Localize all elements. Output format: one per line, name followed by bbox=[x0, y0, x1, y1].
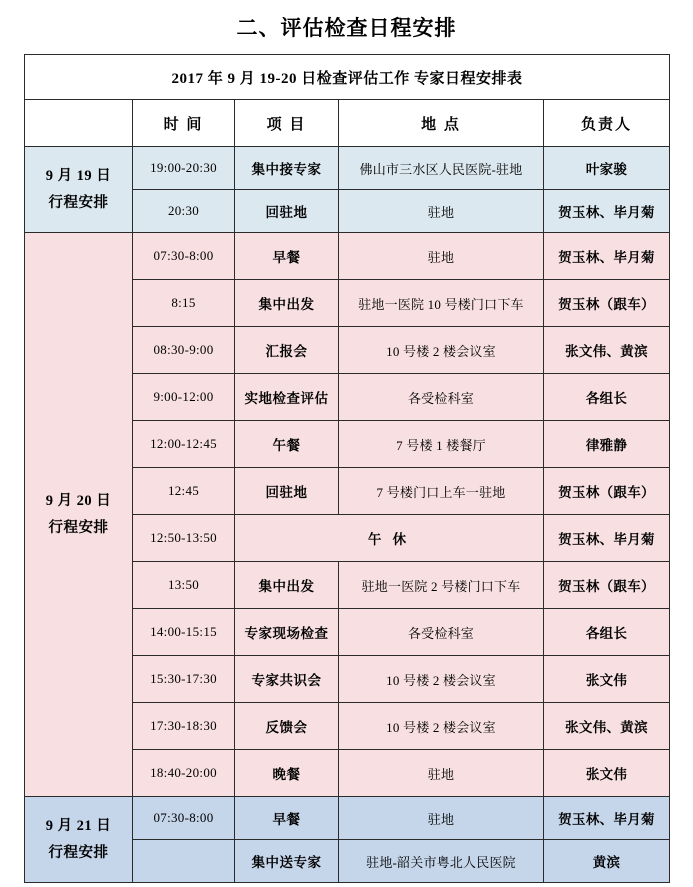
cell-owner: 各组长 bbox=[544, 609, 670, 656]
cell-time: 12:45 bbox=[133, 468, 235, 515]
cell-item: 集中出发 bbox=[235, 280, 339, 327]
cell-place: 驻地 bbox=[339, 797, 544, 840]
cell-owner: 张文伟 bbox=[544, 656, 670, 703]
cell-place: 驻地-韶关市粤北人民医院 bbox=[339, 840, 544, 883]
cell-time: 12:50-13:50 bbox=[133, 515, 235, 562]
cell-place: 驻地 bbox=[339, 233, 544, 280]
cell-place: 驻地 bbox=[339, 750, 544, 797]
cell-item: 晚餐 bbox=[235, 750, 339, 797]
cell-owner: 贺玉林、毕月菊 bbox=[544, 190, 670, 233]
cell-owner: 张文伟、黄滨 bbox=[544, 703, 670, 750]
cell-item: 早餐 bbox=[235, 797, 339, 840]
cell-time: 17:30-18:30 bbox=[133, 703, 235, 750]
cell-item: 实地检查评估 bbox=[235, 374, 339, 421]
cell-owner: 贺玉林、毕月菊 bbox=[544, 515, 670, 562]
day-group-label-19 bbox=[25, 147, 133, 233]
cell-item: 午餐 bbox=[235, 421, 339, 468]
cell-item: 回驻地 bbox=[235, 190, 339, 233]
cell-time: 20:30 bbox=[133, 190, 235, 233]
cell-time: 9:00-12:00 bbox=[133, 374, 235, 421]
cell-place: 7 号楼 1 楼餐厅 bbox=[339, 421, 544, 468]
cell-owner: 贺玉林、毕月菊 bbox=[544, 797, 670, 840]
cell-owner: 张文伟、黄滨 bbox=[544, 327, 670, 374]
cell-place: 驻地一医院 2 号楼门口下车 bbox=[339, 562, 544, 609]
column-header-place: 地 点 bbox=[339, 100, 544, 147]
table-row bbox=[25, 797, 670, 840]
table-caption-row bbox=[25, 55, 670, 100]
column-header-item: 项 目 bbox=[235, 100, 339, 147]
cell-time: 07:30-8:00 bbox=[133, 233, 235, 280]
column-header-owner: 负责人 bbox=[544, 100, 670, 147]
cell-owner: 张文伟 bbox=[544, 750, 670, 797]
cell-item: 集中出发 bbox=[235, 562, 339, 609]
cell-item: 午 休 bbox=[235, 515, 544, 562]
cell-place: 驻地 bbox=[339, 190, 544, 233]
cell-place: 各受检科室 bbox=[339, 374, 544, 421]
cell-item: 汇报会 bbox=[235, 327, 339, 374]
cell-item: 集中接专家 bbox=[235, 147, 339, 190]
cell-time: 19:00-20:30 bbox=[133, 147, 235, 190]
day-group-label-21-line2: 行程安排 bbox=[48, 844, 109, 861]
cell-owner: 贺玉林、毕月菊 bbox=[544, 233, 670, 280]
cell-time: 07:30-8:00 bbox=[133, 797, 235, 840]
cell-item: 回驻地 bbox=[235, 468, 339, 515]
day-group-label-20-line2: 行程安排 bbox=[48, 519, 109, 536]
cell-time: 18:40-20:00 bbox=[133, 750, 235, 797]
cell-owner: 律雅静 bbox=[544, 421, 670, 468]
table-row bbox=[25, 147, 670, 190]
day-group-label-20 bbox=[25, 233, 133, 797]
table-header-row bbox=[25, 100, 670, 147]
cell-place: 驻地一医院 10 号楼门口下车 bbox=[339, 280, 544, 327]
table-caption: 2017 年 9 月 19-20 日检查评估工作 专家日程安排表 bbox=[25, 55, 670, 100]
cell-time: 08:30-9:00 bbox=[133, 327, 235, 374]
cell-place: 佛山市三水区人民医院-驻地 bbox=[339, 147, 544, 190]
cell-item: 专家现场检查 bbox=[235, 609, 339, 656]
cell-owner: 叶家骏 bbox=[544, 147, 670, 190]
cell-place: 10 号楼 2 楼会议室 bbox=[339, 327, 544, 374]
cell-item: 集中送专家 bbox=[235, 840, 339, 883]
column-header-time: 时 间 bbox=[133, 100, 235, 147]
column-header-daygroup bbox=[25, 100, 133, 147]
cell-time: 15:30-17:30 bbox=[133, 656, 235, 703]
cell-time: 14:00-15:15 bbox=[133, 609, 235, 656]
day-group-label-19-line1: 9 月 19 日 bbox=[45, 167, 112, 184]
schedule-table-container bbox=[0, 54, 693, 883]
cell-item: 早餐 bbox=[235, 233, 339, 280]
cell-owner: 各组长 bbox=[544, 374, 670, 421]
day-group-label-21 bbox=[25, 797, 133, 883]
page-title: 二、评估检查日程安排 bbox=[236, 16, 457, 40]
table-row bbox=[25, 233, 670, 280]
cell-place: 各受检科室 bbox=[339, 609, 544, 656]
cell-place: 7 号楼门口上车一驻地 bbox=[339, 468, 544, 515]
cell-time: 13:50 bbox=[133, 562, 235, 609]
cell-place: 10 号楼 2 楼会议室 bbox=[339, 656, 544, 703]
day-group-label-20-line1: 9 月 20 日 bbox=[45, 492, 112, 509]
cell-time: 12:00-12:45 bbox=[133, 421, 235, 468]
cell-owner: 贺玉林（跟车） bbox=[544, 280, 670, 327]
cell-owner: 贺玉林（跟车） bbox=[544, 468, 670, 515]
cell-item: 专家共识会 bbox=[235, 656, 339, 703]
day-group-label-19-line2: 行程安排 bbox=[48, 194, 109, 211]
schedule-table bbox=[24, 54, 670, 883]
cell-time bbox=[133, 840, 235, 883]
cell-owner: 黄滨 bbox=[544, 840, 670, 883]
cell-time: 8:15 bbox=[133, 280, 235, 327]
cell-owner: 贺玉林（跟车） bbox=[544, 562, 670, 609]
day-group-label-21-line1: 9 月 21 日 bbox=[45, 817, 112, 834]
cell-item: 反馈会 bbox=[235, 703, 339, 750]
cell-place: 10 号楼 2 楼会议室 bbox=[339, 703, 544, 750]
